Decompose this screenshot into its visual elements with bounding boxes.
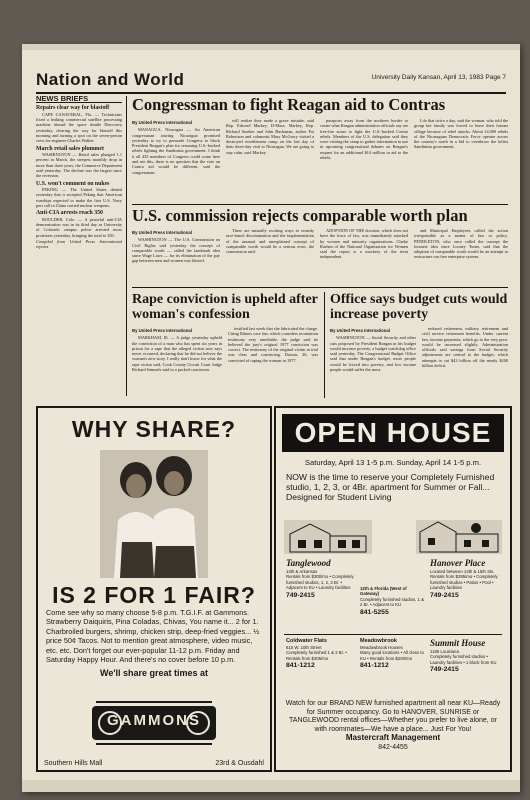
- rape-headline: Rape conviction is upheld after woman's confession: [132, 292, 318, 322]
- open-house-bottom: [284, 700, 502, 753]
- apartment-name: Summit House: [430, 638, 486, 648]
- news-briefs-column: [36, 96, 122, 396]
- comparable-column-4: [414, 228, 508, 284]
- apartment-summit-house: [430, 638, 500, 673]
- rape-column-1: [132, 326, 222, 398]
- building-icon: [284, 520, 372, 554]
- apartment-name: Tanglewood: [286, 558, 331, 568]
- brief-headline: March retail sales plummet: [36, 145, 104, 152]
- newspaper-page: [22, 44, 520, 792]
- contra-headline: Congressman to fight Reagan aid to Contras: [132, 95, 446, 114]
- contra-column-2: [226, 118, 314, 200]
- why-share-footer: [44, 760, 264, 767]
- news-briefs-label: NEWS BRIEFS: [36, 96, 122, 103]
- brief-text: PEKING — The United States denied yesterday that it accepted Peking that American warships expected to make the first U.S. Navy port call in China carried nuclear weapons.: [36, 187, 122, 208]
- apartment-coldwater-10th: [286, 638, 354, 669]
- rape-text: testified last week that she fabricated the charge. Citing Illinois case law, which considers recantation testimony very unreliable, the judge said he believed the jury's original 1977 conviction was correct. The testimony of the original victim at trial was clear and convincing. Dotson, 26, was convicted of raping the woman in 1977.: [228, 326, 318, 363]
- contra-column-3: [320, 118, 408, 200]
- comparable-text: and Municipal Employees called the action irresponsible as a matter of law or policy. PENDLETON, who once called the concept the looniest idea since Looney Tunes, said that the adoption of comparable worth would be an attempt to restructure our free enterprise system.: [414, 228, 508, 260]
- comparable-headline: U.S. commission rejects comparable worth plan: [132, 206, 468, 225]
- apartment-phone: 841-1212: [286, 662, 315, 670]
- apartment-meadowbrook: [360, 638, 426, 669]
- budget-column-2: [422, 326, 508, 398]
- brief-text: WASHINGTON — Retail sales plunged 1.1 percent in March, the steepest monthly drop in more than three years, the Commerce Department said yesterday. The decline was the largest since the recession.: [36, 152, 122, 179]
- apartment-phone: 841-1212: [360, 662, 389, 670]
- open-house-ad: [274, 406, 512, 772]
- budget-text: reduced retirement, military retirement and civil service retirement benefits. Under current law, income payments, which go to the very poor, would be increased slightly. Administration officials said savings from Social Security adjustments are central to the budget, which attempts to cut $43 billion off the nearly $200 billion deficit.: [422, 326, 508, 369]
- apartment-address: 1185 Louisiana: [430, 649, 459, 654]
- company-name: Mastercraft Management: [345, 733, 441, 743]
- budget-text: WASHINGTON — Social Security and other cuts proposed by President Reagan in his budget would increase poverty, a budget watchdog office said yesterday. The Congressional Budget Office said that under Reagan's budget, more people would be forced into poverty, and low income people would suffer the most.: [330, 335, 416, 373]
- apartment-features: Completely furnished 1 & 2 Br. • Rentals from $305/mo: [286, 650, 347, 661]
- masthead: [36, 64, 506, 94]
- open-house-dates: Saturday, April 13 1-5 p.m. Sunday, April 14 1-5 p.m.: [304, 458, 482, 467]
- comparable-column-2: [226, 228, 314, 284]
- rape-text: MARKHAM, Ill. — A judge yesterday upheld the conviction of a man who has spent six years in prison for a rape that the alleged victim now says never occurred, declaring that he did not believe the woman's new story. I really don't know for what the rape victim said, Cook County Circuit Court Judge Richard Samuels said in a packed courtroom.: [132, 335, 222, 373]
- why-share-tagline: We'll share great times at: [99, 668, 209, 678]
- apartment-hanover: [430, 558, 500, 598]
- contra-text: I do that twice a day, said the woman, who told the group her family was forced to leave their former village because of rebel attacks. About 14,000 rebels of the Nicaraguan Democratic Force operate across the country's north in a bid to overthrow the leftist Sandinista government.: [414, 118, 508, 150]
- apartment-address: Located between 14th & 15th Sts.: [430, 569, 495, 574]
- photo-illustration: [100, 450, 208, 578]
- apartment-features: Many good locations • All close to KU • Rentals from $200/mo: [360, 650, 424, 661]
- brief-headline: U.S. won't comment on nukes: [36, 180, 110, 187]
- budget-byline: By United Press International: [330, 328, 390, 333]
- company-phone: 842-4455: [378, 743, 408, 751]
- apartment-phone: 749-2415: [430, 591, 459, 599]
- apartment-name: Coldwater Flats: [286, 638, 327, 644]
- comparable-byline: By United Press International: [132, 230, 192, 235]
- story-divider: [132, 204, 508, 205]
- open-house-lead: NOW is the time to reserve your Completely Furnished studio, 1, 2, 3, or 4Br. apartment for Summer or Fall... Designed for Student Living: [286, 472, 495, 503]
- apartment-address: Meadowbrook Houses: [360, 645, 403, 650]
- publication-line: University Daily Kansan, April 13, 1983 Page 7: [371, 74, 506, 81]
- apartment-coldwater-florida: [360, 586, 426, 615]
- building-icon: [416, 520, 502, 554]
- open-house-bottom-text: Watch for our BRAND NEW furnished apartment all near KU—Ready for Summer occupancy. Go to HANOVER, SUNRISE or TANGLEWOOD rental offices—Whether you prefer to live alone, or with roommates—We have a place... Just For You!: [285, 700, 501, 733]
- apartment-tanglewood: [286, 558, 356, 598]
- apartment-features: Rentals from $285/mo • Completely furnished studios • Patios • Pool • Laundry facilities: [430, 574, 498, 591]
- rape-column-2: [228, 326, 318, 398]
- brief-text: BOULDER, Colo. — A peaceful anti-CIA demonstration was in its third day as University of Colorado campus police arrested more protesters yesterday, bringing the total to 350.: [36, 216, 122, 238]
- brief-headline: Repairs clear way for blastoff: [36, 105, 110, 112]
- gammons-logo-text: GAMMONS: [107, 712, 201, 729]
- two-for-one-title: IS 2 FOR 1 FAIR?: [52, 582, 256, 608]
- contra-text: MANAGUA, Nicaragua — An American congressman touring Nicaragua promised yesterday to try to persuade Congress to block President Reagan's plan for resuming U.S.-backed rebels fighting the Sandinista government. I think it all 435 members of Congress could come here and see this, there is no question that the vote on Contra aid would be different, said the congressman.: [132, 127, 220, 175]
- comparable-text: ADOPTION OF THE doctrine, which does not have the force of law, was immediately attacked by women and minority organizations. Clarke Rashen of the National Organization for Women said the report is a mockery of the term independent.: [320, 228, 408, 260]
- comparable-text: There are naturally exciting ways to remedy race-based discrimination and the implementation of the unusual and unexplained concept of comparable worth would be a serious error, the commission said.: [226, 228, 314, 255]
- section-title: Nation and World: [36, 70, 185, 89]
- contra-column-1: [132, 118, 220, 200]
- contra-column-4: [414, 118, 508, 200]
- hanover-building-drawing: [416, 520, 502, 554]
- open-house-title: OPEN HOUSE: [282, 414, 504, 452]
- apartment-address: 13th & Arkansas: [286, 569, 318, 574]
- brief-text: CAPE CANAVERAL, Fla. — Technicians fixed a leaking commercial satellite processing machine aboard the space shuttle Discovery yesterday, clearing the way for blastoff this morning and turning a spot on the seven-person crew for engineer Charles Walker.: [36, 111, 122, 144]
- why-share-body: Come see why so many choose 5-8 p.m. T.G.I.F. at Gammons. Strawberry Daiquiris, Pina Coladas, Chivas, You name it... 2 for 1. Charbroiled burgers, shrimp, chicken strip, deep-fried veggies... ½ price 50¢ Tacos. Not to mention great atmosphere, video music, etc. etc. Don't forget our ever-popular 11-12 p.m. Friday and Saturday Happy Hour. And there's no cover before 10 p.m.: [46, 608, 260, 665]
- why-share-title: WHY SHARE?: [71, 416, 237, 442]
- why-share-ad: [36, 406, 272, 772]
- page-bottom-edge: [22, 780, 520, 792]
- column-divider: [126, 96, 127, 396]
- budget-headline: Office says budget cuts would increase poverty: [330, 292, 508, 322]
- budget-column-1: [330, 326, 416, 398]
- contra-text: passports away from the northern border to create what Reagan administration officials say are free-fire zones to fight the U.S.-backed Contra rebels. Members of the U.S. delegation said they were visiting the camp to gather information to use in upcoming congressional debates on Reagan's request for an additional $14 million in aid to the rebels.: [320, 118, 408, 161]
- photo-two-women: [100, 450, 208, 578]
- gammons-logo: [92, 698, 216, 746]
- location-right: 23rd & Ousdahl: [215, 760, 264, 767]
- apartment-address: 12th & Florida (West of Gateway): [360, 586, 407, 597]
- contra-text: will realize they made a grave mistake, said Rep. Edward Markey, D-Mass. Markey, Rep. Richard Stoeker and John Buchanan, author Pat Robertson and columnist Mary McGrory visited a destroyed resettlement camp on the last day of their three-day visit to Nicaragua. We are going to stay calm, said Markey.: [226, 118, 314, 155]
- comparable-text: WASHINGTON — The U.S. Commission on Civil Rights said yesterday the concept of comparable worth — called the landmark idea since Wage Laws — for its elimination of the pay gap between men and women was flawed.: [132, 237, 220, 264]
- listing-divider: [284, 634, 502, 635]
- contra-byline: By United Press International: [132, 120, 192, 125]
- column-divider: [324, 292, 325, 398]
- apartment-name: Hanover Place: [430, 558, 486, 568]
- location-left: Southern Hills Mall: [44, 760, 103, 767]
- page-top-edge: [22, 44, 520, 50]
- apartment-name: Meadowbrook: [360, 638, 397, 644]
- apartment-features: Completely furnished studios, 1 & 2 Br. • Adjacent to KU: [360, 596, 425, 608]
- apartment-phone: 749-2415: [286, 591, 315, 599]
- comparable-column-1: [132, 228, 220, 284]
- apartment-address: 615 W. 10th Street: [286, 645, 322, 650]
- brief-headline: Anti-CIA arrests reach 350: [36, 210, 103, 217]
- rape-byline: By United Press International: [132, 328, 192, 333]
- apartment-phone: 841-5255: [360, 608, 389, 616]
- briefs-caption: Compiled from United Press International reports: [36, 238, 122, 250]
- apartment-features: Rentals from $300/mo • Completely furnished studios, 1, 2, 3 Br. • Adjacent to KU • Laundry facilities: [286, 574, 354, 591]
- comparable-column-3: [320, 228, 408, 284]
- tanglewood-building-drawing: [284, 520, 372, 554]
- apartment-features: Completely furnished studios • Laundry facilities • 1 block from KU: [430, 654, 497, 665]
- apartment-phone: 749-2415: [430, 666, 459, 674]
- story-divider: [132, 287, 508, 288]
